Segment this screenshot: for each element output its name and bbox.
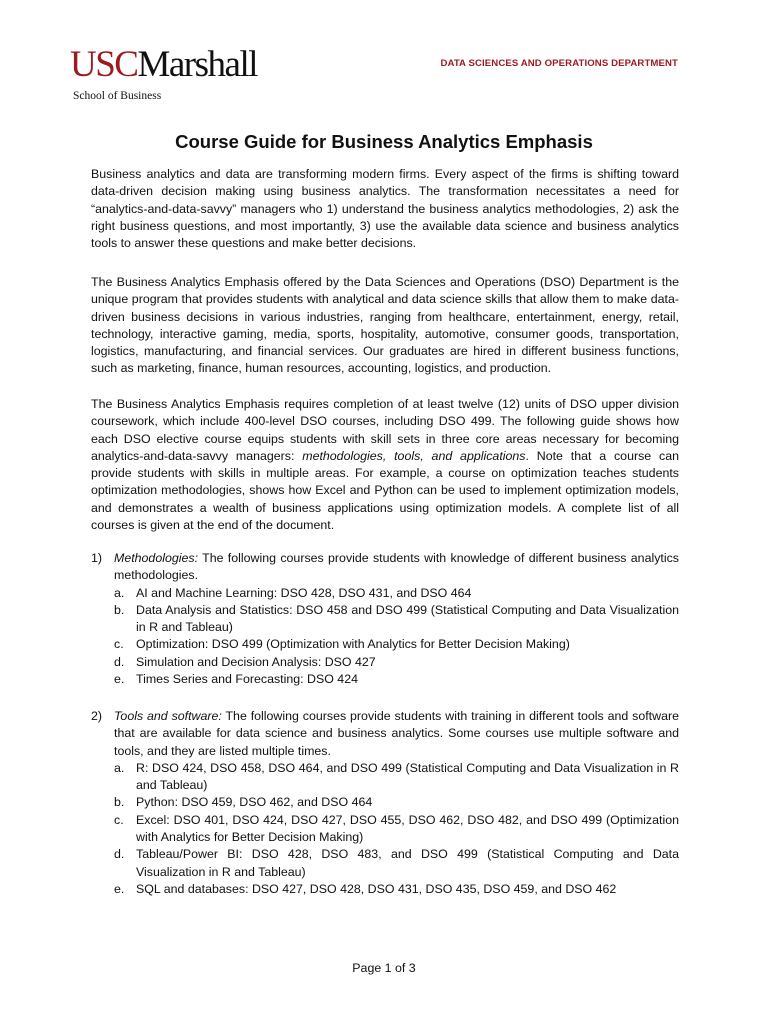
intro-paragraph-2: The Business Analytics Emphasis offered by the Data Sciences and Operations (DSO) Department is the unique program that provides students with analytical and data science skills that allow them to make data-driven business decisions in various industries, ranging from healthcare, entertainment, energy, retail, technology, interactive gaming, media, sports, hospitality, automotive, consumer goods, transportation, logistics, manufacturing, and financial services. Our graduates are hired in different business functions, such as marketing, finance, human resources, accounting, logistics, and production. — [91, 275, 679, 376]
list-item: d. Simulation and Decision Analysis: DSO 427 — [114, 654, 376, 669]
intro-paragraph-1: Business analytics and data are transforming modern firms. Every aspect of the firms is shifting toward data-driven decision making using business analytics. The transformation necessitates a need for “analytics-and-data-savvy” managers who 1) understand the business analytics methodologies, 2) ask the right business questions, and most importantly, 3) use the available data science and business analytics tools to answer these questions and make better decisions. — [91, 167, 679, 251]
section-tools-and-software — [91, 708, 679, 898]
department-name: DATA SCIENCES AND OPERATIONS DEPARTMENT — [440, 58, 678, 69]
list-item: e. Times Series and Forecasting: DSO 424 — [114, 672, 358, 687]
list-item: c. Excel: DSO 401, DSO 424, DSO 427, DSO 455, DSO 462, DSO 482, and DSO 499 (Optimization with Analytics for Better Decision Making) — [114, 812, 679, 845]
section-heading: Tools and software: — [114, 709, 222, 723]
logo-subtitle: School of Business — [73, 90, 162, 102]
section-heading: Methodologies: — [114, 551, 199, 565]
section-text: The following courses provide students with knowledge of different business analytics methodologies. — [114, 551, 679, 583]
numbered-item — [91, 708, 679, 760]
page-title: Course Guide for Business Analytics Emphasis — [175, 131, 593, 152]
list-item: a. AI and Machine Learning: DSO 428, DSO 431, and DSO 464 — [114, 585, 472, 600]
list-item: d. Tableau/Power BI: DSO 428, DSO 483, and DSO 499 (Statistical Computing and Data Visualization in R and Tableau) — [114, 847, 679, 879]
list-item: e. SQL and databases: DSO 427, DSO 428, DSO 431, DSO 435, DSO 459, and DSO 462 — [114, 881, 617, 896]
usc-marshall-logo — [70, 46, 257, 83]
list-item: b. Data Analysis and Statistics: DSO 458 and DSO 499 (Statistical Computing and Data Visualization in R and Tableau) — [114, 602, 679, 635]
core-areas-emphasis: methodologies, tools, and applications — [302, 448, 526, 463]
section-text: The following courses provide students with training in different tools and software that are available for data science and business analytics. Some courses use multiple software and tools, and they are listed multiple times. — [114, 709, 679, 758]
list-item: c. Optimization: DSO 499 (Optimization with Analytics for Better Decision Making) — [114, 637, 570, 652]
logo-usc-text: USC — [70, 44, 138, 85]
item-number: 1) — [91, 551, 103, 565]
item-number: 2) — [91, 709, 103, 723]
sub-list — [91, 760, 679, 898]
numbered-item — [91, 550, 679, 585]
section-methodologies — [91, 550, 679, 688]
sub-list — [91, 585, 679, 689]
list-item: a. R: DSO 424, DSO 458, DSO 464, and DSO 499 (Statistical Computing and Data Visualization in R and Tableau) — [114, 760, 679, 793]
intro-paragraph-3: The Business Analytics Emphasis requires completion of at least twelve (12) units of DSO upper division coursework, which include 400-level DSO courses, including DSO 499. The following guide shows how each DSO elective course equips students with skill sets in three core areas necessary for becoming analytics-and-data-savvy managers: methodologies, tools, and applications. Note that a course can provide students with skills in multiple areas. For example, a course on optimization teaches students optimization methodologies, shows how Excel and Python can be used to implement optimization models, and demonstrates a wealth of business applications using optimization models. A complete list of all courses is given at the end of the document. — [91, 397, 679, 533]
logo-marshall-text: Marshall — [137, 44, 258, 85]
list-item: b. Python: DSO 459, DSO 462, and DSO 464 — [114, 795, 373, 810]
page-number-footer: Page 1 of 3 — [352, 961, 416, 975]
